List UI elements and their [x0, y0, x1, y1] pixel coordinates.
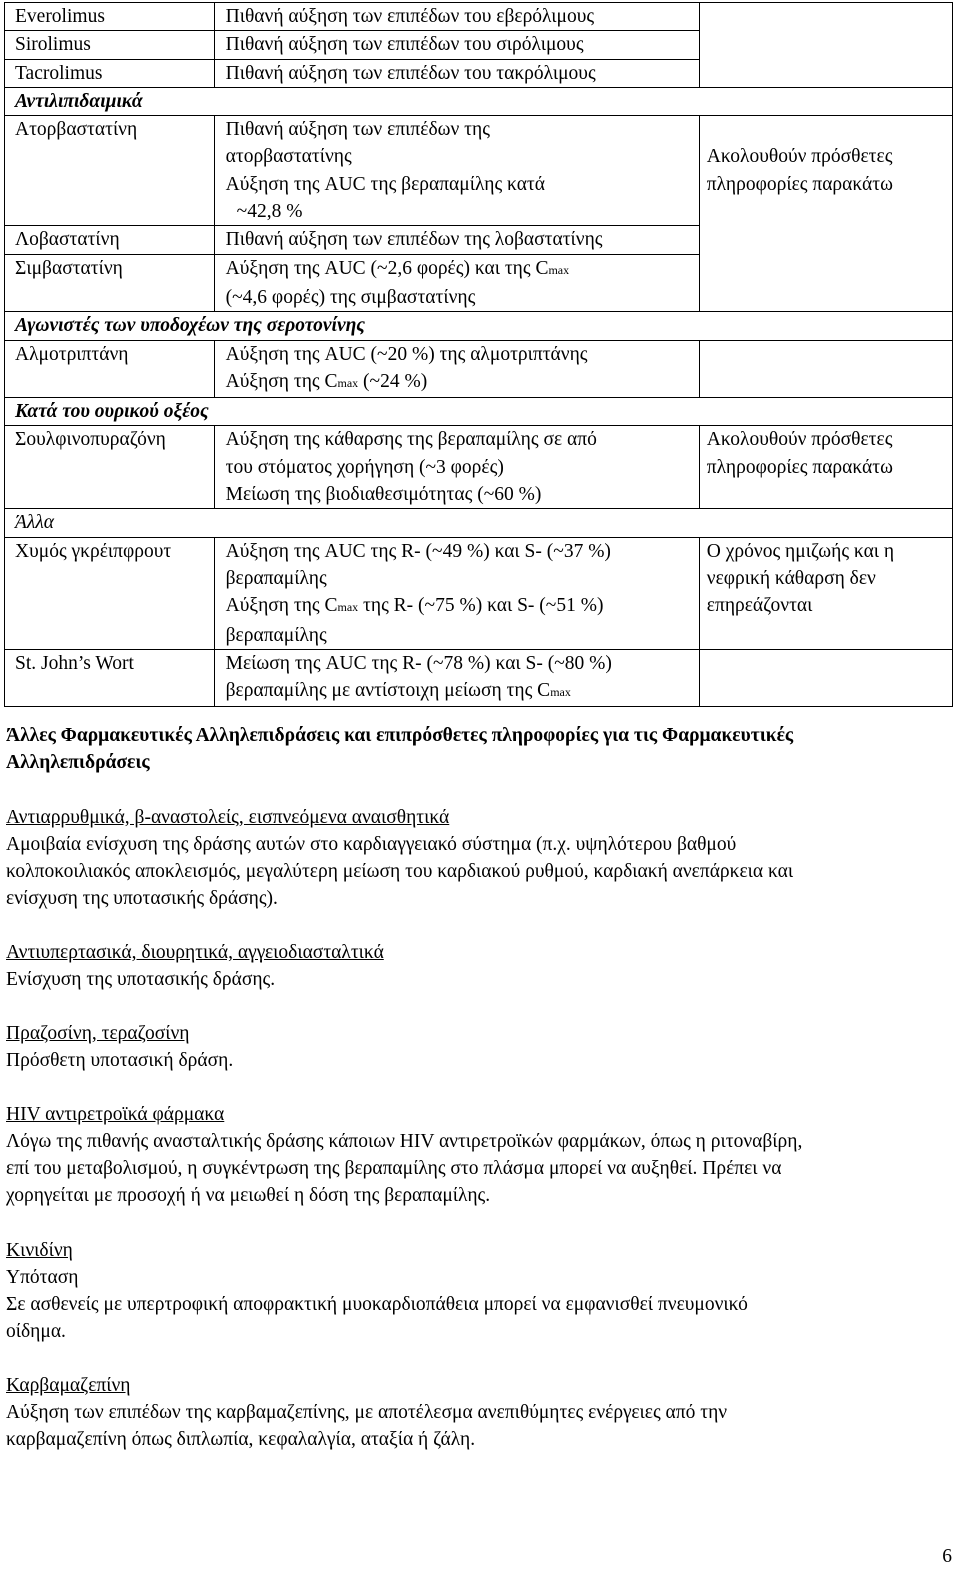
subscript: max — [337, 375, 359, 390]
category-row — [5, 509, 953, 537]
subsection-title: Κινιδίνη — [6, 1240, 73, 1261]
subsection-title: Πραζοσίνη, τεραζοσίνη — [6, 1023, 190, 1044]
effect-line: Αύξηση της AUC της R- (~49 %) και S- (~37 %) — [225, 540, 611, 562]
effect-text: Αύξηση της C — [225, 595, 338, 617]
category-row — [5, 87, 953, 115]
carbamazepine-block — [6, 1372, 946, 1453]
comment-line: Ο χρόνος ημιζωής και η — [706, 540, 895, 562]
paragraph-line: Αύξηση των επιπέδων της καρβαμαζεπίνης, με αποτέλεσμα ανεπιθύμητες ενέργειες από την — [6, 1402, 728, 1423]
paragraph-line: Υπόταση — [6, 1267, 79, 1288]
effect-line: Μείωση της AUC της R- (~78 %) και S- (~80 %) — [225, 652, 612, 674]
interactions-table — [4, 2, 953, 707]
antiarrhythmics-block — [6, 804, 946, 912]
effect-line — [226, 368, 699, 397]
drug-name: Λοβαστατίνη — [5, 226, 215, 254]
subscript: max — [337, 600, 359, 615]
table-row — [5, 116, 953, 226]
effect-line: ατορβαστατίνης — [225, 146, 352, 168]
drug-name: Σιμβαστατίνη — [5, 254, 215, 312]
paragraph-line: Λόγω της πιθανής ανασταλτικής δράσης κάποιων HIV αντιρετροϊκών φαρμάκων, όπως η ριτοναβίρη, — [6, 1131, 803, 1152]
section-title — [6, 722, 946, 776]
table-row — [5, 3, 953, 31]
effect-line: Μείωση της βιοδιαθεσιμότητας (~60 %) — [225, 484, 542, 506]
effect-text: βεραπαμίλης με αντίστοιχη μείωση της C — [225, 680, 551, 702]
effect-line: του στόματος χορήγηση (~3 φορές) — [225, 456, 504, 478]
effect-text: Πιθανή αύξηση των επιπέδων του σιρόλιμους — [214, 31, 699, 59]
subsection-title: HIV αντιρετροϊκά φάρμακα — [6, 1104, 225, 1125]
effect-cell — [214, 537, 699, 649]
effect-line — [226, 677, 699, 706]
effect-cell — [214, 116, 699, 226]
comment-line: Ακολουθούν πρόσθετες — [706, 429, 893, 451]
category-heading: Αγωνιστές των υποδοχέων της σεροτονίνης — [5, 312, 953, 340]
category-heading: Αντιλιπιδαιμικά — [5, 87, 953, 115]
paragraph-line: χορηγείται με προσοχή ή να μειωθεί η δόση της βεραπαμίλης. — [6, 1185, 491, 1206]
effect-text: Πιθανή αύξηση των επιπέδων του εβερόλιμους — [214, 3, 699, 31]
effect-line — [226, 255, 699, 284]
section-title-line: Αλληλεπιδράσεις — [6, 752, 150, 773]
subsection-title: Αντιαρρυθμικά, β-αναστολείς, εισπνεόμενα αναισθητικά — [6, 807, 450, 828]
paragraph-line: Αμοιβαία ενίσχυση της δράσης αυτών στο καρδιαγγειακό σύστημα (π.χ. υψηλότερου βαθμού — [6, 834, 737, 855]
paragraph-line: οίδημα. — [6, 1321, 66, 1342]
comment-cell — [699, 340, 952, 398]
effect-text: (~24 %) — [358, 370, 428, 392]
page-number: 6 — [942, 1546, 952, 1567]
comment-cell — [699, 116, 952, 312]
prazosin-block — [6, 1020, 946, 1074]
effect-line: Αύξηση της AUC (~20 %) της αλμοτριπτάνης — [225, 343, 588, 365]
antihypertensives-block — [6, 939, 946, 993]
category-row — [5, 312, 953, 340]
effect-line: βεραπαμίλης — [225, 567, 327, 589]
effect-text: της R- (~75 %) και S- (~51 %) — [358, 595, 604, 617]
category-row — [5, 398, 953, 426]
table-row — [5, 537, 953, 649]
paragraph-line: καρβαμαζεπίνη όπως διπλωπία, κεφαλαλγία, αταξία ή ζάλη. — [6, 1429, 476, 1450]
paragraph-line: Πρόσθετη υποτασική δράση. — [6, 1050, 234, 1071]
effect-line: βεραπαμίλης — [225, 624, 327, 646]
comment-cell — [699, 649, 952, 707]
paragraph-line: κολποκοιλιακός αποκλεισμός, μεγαλύτερη μείωση του καρδιακού ρυθμού, καρδιακή ανεπάρκεια και — [6, 861, 794, 882]
effect-line: ~42,8 % — [236, 201, 303, 223]
hiv-block — [6, 1101, 946, 1209]
effect-line: Αύξηση της κάθαρσης της βεραπαμίλης σε από — [225, 429, 597, 451]
comment-cell — [699, 426, 952, 509]
effect-text: Αύξηση της C — [225, 370, 338, 392]
effect-text: Πιθανή αύξηση των επιπέδων του τακρόλιμους — [214, 59, 699, 87]
drug-name: St. John’s Wort — [5, 649, 215, 707]
effect-cell — [214, 426, 699, 509]
subsection-title: Καρβαμαζεπίνη — [6, 1375, 131, 1396]
drug-name: Σουλφινοπυραζόνη — [5, 426, 215, 509]
category-heading: Κατά του ουρικού οξέος — [5, 398, 953, 426]
paragraph-line: Ενίσχυση της υποτασικής δράσης. — [6, 969, 276, 990]
section-title-line: Άλλες Φαρμακευτικές Αλληλεπιδράσεις και επιπρόσθετες πληροφορίες για τις Φαρμακευτικές — [6, 725, 794, 746]
comment-line: Ακολουθούν πρόσθετες — [706, 146, 893, 168]
drug-name: Ατορβαστατίνη — [5, 116, 215, 226]
drug-name: Everolimus — [5, 3, 215, 31]
effect-text: Πιθανή αύξηση των επιπέδων της λοβαστατίνης — [214, 226, 699, 254]
comment-cell — [699, 537, 952, 649]
effect-cell — [214, 649, 699, 707]
effect-line — [226, 592, 699, 621]
paragraph-line: ενίσχυση της υποτασικής δράσης). — [6, 888, 278, 909]
drug-name: Sirolimus — [5, 31, 215, 59]
effect-line: (~4,6 φορές) της σιμβαστατίνης — [225, 286, 476, 308]
subscript: max — [548, 262, 570, 277]
comment-line: νεφρική κάθαρση δεν — [706, 567, 876, 589]
effect-line: Πιθανή αύξηση των επιπέδων της — [225, 119, 490, 141]
drug-name: Αλμοτριπτάνη — [5, 340, 215, 398]
table-row — [5, 426, 953, 509]
drug-name: Tacrolimus — [5, 59, 215, 87]
comment-line: επηρεάζονται — [706, 595, 813, 617]
comment-cell — [699, 3, 952, 88]
effect-cell — [214, 340, 699, 398]
comment-line: πληροφορίες παρακάτω — [706, 173, 893, 195]
effect-cell — [214, 254, 699, 312]
effect-line: Αύξηση της AUC της βεραπαμίλης κατά — [225, 173, 545, 195]
effect-text: Αύξηση της AUC (~2,6 φορές) και της C — [225, 257, 549, 279]
subsection-title: Αντιυπερτασικά, διουρητικά, αγγειοδιασταλτικά — [6, 942, 384, 963]
table-row — [5, 340, 953, 398]
quinidine-block — [6, 1237, 946, 1345]
subscript: max — [550, 685, 571, 700]
table-row — [5, 649, 953, 707]
paragraph-line: επί του μεταβολισμού, η συγκέντρωση της βεραπαμίλης στο πλάσμα μπορεί να αυξηθεί. Πρέπει να — [6, 1158, 782, 1179]
paragraph-line: Σε ασθενείς με υπερτροφική αποφρακτική μυοκαρδιοπάθεια μπορεί να εμφανισθεί πνευμονικό — [6, 1294, 748, 1315]
comment-line: πληροφορίες παρακάτω — [706, 456, 893, 478]
drug-name: Χυμός γκρέιπφρουτ — [5, 537, 215, 649]
category-heading: Άλλα — [5, 509, 953, 537]
